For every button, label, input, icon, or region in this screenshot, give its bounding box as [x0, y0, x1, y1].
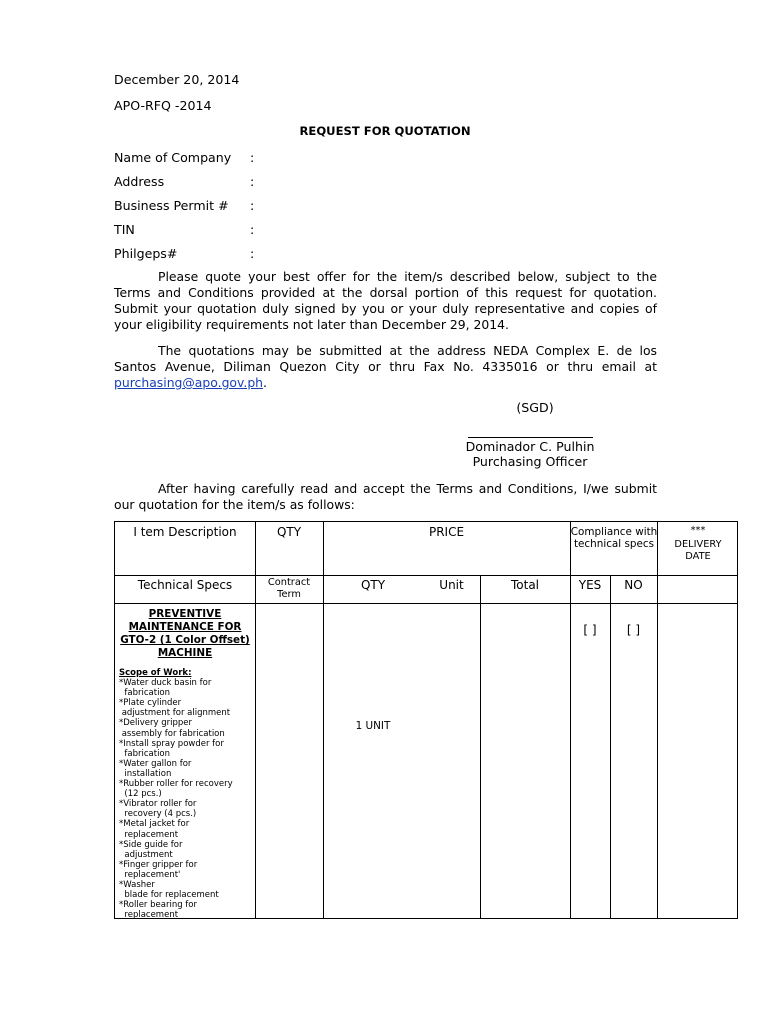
signature-line [468, 437, 593, 438]
subheader-unit: Unit [439, 578, 464, 592]
reference-number: APO-RFQ -2014 [114, 98, 212, 113]
table-divider [657, 522, 658, 918]
scope-line: *Install spray powder for [119, 738, 224, 749]
scope-line: adjustment for alignment [119, 708, 231, 719]
field-philgeps [114, 246, 414, 270]
scope-line: *Plate cylinder [119, 698, 182, 709]
header-delivery-date: DELIVERY DATE [674, 539, 722, 562]
submission-paragraph [114, 343, 657, 391]
document-date: December 20, 2014 [114, 72, 240, 87]
document-title: REQUEST FOR QUOTATION [299, 124, 471, 138]
table-divider [115, 603, 737, 604]
scope-line: blade for replacement [119, 890, 219, 901]
quotation-table [114, 521, 738, 919]
field-colon: : [250, 174, 255, 189]
scope-line: installation [119, 768, 172, 779]
subheader-qty: QTY [360, 578, 386, 592]
scope-line: replacement' [119, 869, 181, 880]
instructions-paragraph [114, 269, 657, 333]
subheader-yes: YES [578, 578, 602, 592]
table-divider [115, 575, 737, 576]
scope-line: adjustment [119, 849, 173, 860]
scope-line: *Vibrator roller for [119, 799, 197, 810]
acceptance-text: After having carefully read and accept the Terms and Conditions, I/we submit our quotation for the item/s as follows: [114, 481, 657, 512]
field-colon: : [250, 222, 255, 237]
field-label: Name of Company [114, 150, 232, 165]
subheader-technical-specs: Technical Specs [137, 578, 233, 592]
field-label: Business Permit # [114, 198, 229, 213]
scope-line: *Water duck basin for [119, 678, 212, 689]
field-address [114, 174, 414, 198]
field-colon: : [250, 198, 255, 213]
instructions-text: Please quote your best offer for the item/s described below, subject to the Terms and Conditions provided at the dorsal portion of this request for quotation. Submit your quotation duly signed by you or your duly representative and copies of your eligibility requirements not later than December 29, 2014. [114, 269, 657, 332]
subheader-total: Total [510, 578, 540, 592]
scope-line: assembly for fabrication [119, 728, 225, 739]
signed-marker: (SGD) [516, 400, 554, 415]
header-item-description: I tem Description [133, 525, 237, 539]
scope-line: *Finger gripper for [119, 859, 198, 870]
header-compliance: Compliance with technical specs [570, 526, 658, 550]
company-fields [114, 150, 414, 270]
scope-heading: Scope of Work: [119, 668, 192, 678]
scope-line: fabrication [119, 688, 171, 699]
scope-list [119, 678, 257, 920]
scope-line: *Washer [119, 879, 155, 890]
field-colon: : [250, 150, 255, 165]
field-label: TIN [114, 222, 135, 237]
field-tin [114, 222, 414, 246]
scope-of-work [119, 668, 257, 920]
signatory-position: Purchasing Officer [472, 454, 588, 469]
field-business-permit [114, 198, 414, 222]
item-qty: 1 UNIT [355, 720, 391, 732]
header-delivery-marks: *** [690, 525, 706, 536]
acceptance-paragraph [114, 481, 657, 513]
scope-line: *Metal jacket for [119, 819, 190, 830]
field-company-name [114, 150, 414, 174]
no-checkbox[interactable]: [ ] [626, 623, 641, 637]
scope-line: *Delivery gripper [119, 718, 193, 729]
yes-checkbox[interactable]: [ ] [583, 623, 597, 637]
scope-line: recovery (4 pcs.) [119, 809, 197, 820]
submission-text: The quotations may be submitted at the address NEDA Complex E. de los Santos Avenue, Diliman Quezon City or thru Fax No. 4335016 or thru email at [114, 343, 657, 374]
scope-line: *Side guide for [119, 839, 183, 850]
subheader-contract-term: Contract Term [267, 577, 311, 600]
scope-line: (12 pcs.) [119, 789, 162, 800]
scope-line: replacement [119, 910, 179, 921]
header-qty: QTY [276, 525, 302, 539]
field-colon: : [250, 246, 255, 261]
signatory-name: Dominador C. Pulhin [465, 439, 595, 454]
scope-line: *Roller bearing for [119, 900, 197, 911]
item-title: PREVENTIVE MAINTENANCE FOR GTO-2 (1 Color Offset) MACHINE [120, 608, 250, 659]
email-link[interactable]: purchasing@apo.gov.ph [114, 375, 264, 390]
scope-line: fabrication [119, 748, 171, 759]
subheader-no: NO [624, 578, 643, 592]
field-label: Philgeps# [114, 246, 178, 261]
submission-end: . [263, 375, 267, 390]
field-label: Address [114, 174, 165, 189]
table-divider [480, 575, 481, 918]
scope-line: replacement [119, 829, 179, 840]
scope-line: *Rubber roller for recovery [119, 779, 233, 790]
scope-line: *Water gallon for [119, 758, 192, 769]
header-price: PRICE [428, 525, 465, 539]
